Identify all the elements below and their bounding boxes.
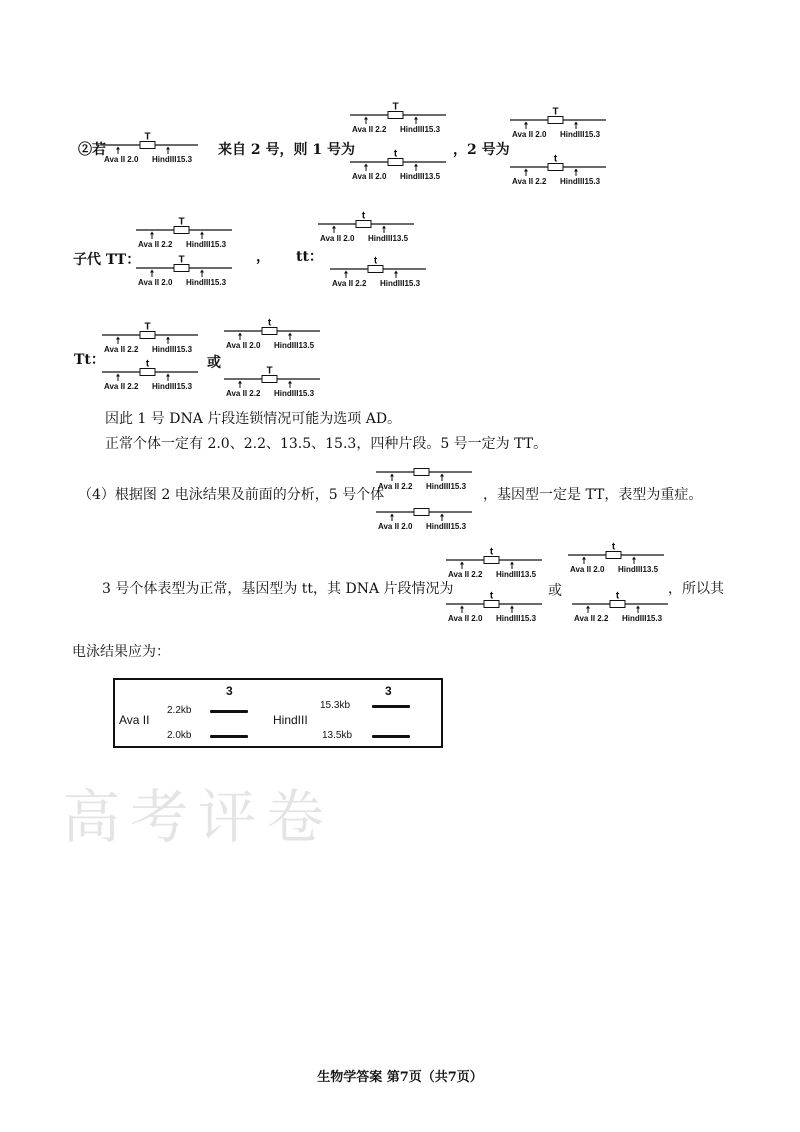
gene-box <box>484 557 499 564</box>
allele-label: T <box>178 216 185 228</box>
offspring-separator: ， <box>256 249 270 265</box>
arrow-head <box>390 514 394 517</box>
arrow-head <box>150 270 154 273</box>
hindIII-site-label: HindIII13.5 <box>618 565 659 574</box>
arrow-head <box>288 381 292 384</box>
gene-box <box>606 552 621 559</box>
hindIII-site-label: HindIII15.3 <box>380 279 421 288</box>
dna-fragment-diagram <box>100 133 200 167</box>
allele-label: t <box>361 210 366 222</box>
dna-fragment-diagram <box>316 212 416 246</box>
avaII-site-label: Ava II 2.0 <box>352 172 387 181</box>
gene-box <box>484 601 499 608</box>
electrophoresis-gel <box>113 678 443 748</box>
result-label: 电泳结果应为： <box>72 644 170 660</box>
Tt-label: Tt： <box>74 352 105 368</box>
dna-fragment-diagram <box>566 543 666 577</box>
part2-from-2: 来自 2 号，则 1 号为 <box>218 142 355 158</box>
avaII-site-label: Ava II 2.0 <box>512 130 547 139</box>
hindIII-site-label: HindIII15.3 <box>560 177 601 186</box>
gene-box <box>140 369 155 376</box>
allele-label: t <box>267 317 272 329</box>
avaII-site-label: Ava II 2.2 <box>138 240 173 249</box>
allele-label: t <box>393 148 398 160</box>
arrow-head <box>460 562 464 565</box>
dna-fragment-diagram <box>348 150 448 184</box>
gel-band <box>210 735 248 738</box>
allele-label: T <box>392 101 399 113</box>
arrow-head <box>288 333 292 336</box>
arrow-head <box>582 557 586 560</box>
watermark: 高考评卷 <box>62 783 335 851</box>
dna-fragment-diagram <box>374 500 474 534</box>
dna-fragment-diagram <box>444 592 544 626</box>
dna-fragment-diagram <box>444 548 544 582</box>
hindIII-site-label: HindIII15.3 <box>152 155 193 164</box>
arrow-head <box>116 147 120 150</box>
arrow-head <box>440 514 444 517</box>
gene-box <box>174 265 189 272</box>
allele-label: t <box>489 546 494 558</box>
arrow-head <box>238 381 242 384</box>
arrow-head <box>344 271 348 274</box>
avaII-site-label: Ava II 2.2 <box>574 614 609 623</box>
arrow-head <box>524 122 528 125</box>
gene-box <box>548 117 563 124</box>
dna-fragment-diagram <box>348 103 448 137</box>
hindIII-site-label: HindIII15.3 <box>274 389 315 398</box>
gene-box <box>388 112 403 119</box>
allele-label: T <box>178 254 185 266</box>
gene-box <box>414 509 429 516</box>
allele-label: t <box>553 153 558 165</box>
part4-suffix: ，基因型一定是 TT，表型为重症。 <box>483 487 703 503</box>
dna-fragment-diagram <box>100 360 200 394</box>
dna-fragment-diagram <box>222 319 322 353</box>
hindIII-site-label: HindIII13.5 <box>368 234 409 243</box>
gel-lane-label-hindIII: 3 <box>385 684 392 698</box>
individual3-prefix: 3 号个体表型为正常，基因型为 tt，其 DNA 片段情况为 <box>102 581 454 597</box>
arrow-head <box>394 271 398 274</box>
arrow-head <box>510 606 514 609</box>
arrow-head <box>200 270 204 273</box>
allele-label: T <box>144 131 151 143</box>
hindIII-site-label: HindIII15.3 <box>152 382 193 391</box>
gel-lane-label-avaII: 3 <box>226 684 233 698</box>
arrow-head <box>364 117 368 120</box>
gel-band <box>372 735 410 738</box>
gel-enzyme-hindIII: HindIII <box>273 713 308 727</box>
arrow-head <box>460 606 464 609</box>
individual3-or: 或 <box>548 583 562 599</box>
page-footer: 生物学答案 第7页（共7页） <box>317 1070 483 1085</box>
hindIII-site-label: HindIII15.3 <box>426 522 467 531</box>
avaII-site-label: Ava II 2.0 <box>378 522 413 531</box>
avaII-site-label: Ava II 2.2 <box>332 279 367 288</box>
gene-box <box>140 142 155 149</box>
dna-fragment-diagram <box>374 460 474 494</box>
gene-box <box>140 332 155 339</box>
allele-label: t <box>373 255 378 267</box>
gel-band-label: 13.5kb <box>322 730 353 741</box>
gene-box <box>610 601 625 608</box>
gene-box <box>356 221 371 228</box>
hindIII-site-label: HindIII13.5 <box>274 341 315 350</box>
part2-is-2: ，2 号为 <box>453 142 510 158</box>
dna-fragment-diagram <box>508 108 608 142</box>
individual3-suffix: ，所以其 <box>668 581 724 597</box>
dna-fragment-diagram <box>134 218 234 252</box>
avaII-site-label: Ava II 2.0 <box>104 155 139 164</box>
arrow-head <box>440 474 444 477</box>
hindIII-site-label: HindIII15.3 <box>152 345 193 354</box>
hindIII-site-label: HindIII15.3 <box>186 240 227 249</box>
allele-label: t <box>611 541 616 553</box>
gel-band <box>372 705 410 708</box>
gene-box <box>414 469 429 476</box>
arrow-head <box>166 374 170 377</box>
hindIII-site-label: HindIII13.5 <box>496 570 537 579</box>
arrow-head <box>364 164 368 167</box>
gene-box <box>174 227 189 234</box>
avaII-site-label: Ava II 2.0 <box>138 278 173 287</box>
gene-box <box>262 376 277 383</box>
hindIII-site-label: HindIII13.5 <box>400 172 441 181</box>
conclusion-line-2: 正常个体一定有 2.0、2.2、13.5、15.3，四种片段。5 号一定为 TT。 <box>105 436 548 452</box>
offspring-tt-label: tt： <box>296 249 323 265</box>
arrow-head <box>116 374 120 377</box>
hindIII-site-label: HindIII15.3 <box>426 482 467 491</box>
gel-enzyme-avaII: Ava II <box>119 713 150 727</box>
dna-fragment-diagram <box>100 323 200 357</box>
gel-band-label: 2.0kb <box>167 730 192 741</box>
avaII-site-label: Ava II 2.2 <box>226 389 261 398</box>
gel-band-label: 2.2kb <box>167 705 192 716</box>
arrow-head <box>632 557 636 560</box>
gel-band-label: 15.3kb <box>320 700 351 711</box>
gene-box <box>388 159 403 166</box>
dna-fragment-diagram <box>508 155 608 189</box>
avaII-site-label: Ava II 2.2 <box>352 125 387 134</box>
arrow-head <box>636 606 640 609</box>
arrow-head <box>166 337 170 340</box>
part4-prefix: （4）根据图 2 电泳结果及前面的分析，5 号个体 <box>78 487 385 503</box>
hindIII-site-label: HindIII15.3 <box>496 614 537 623</box>
hindIII-site-label: HindIII15.3 <box>560 130 601 139</box>
hindIII-site-label: HindIII15.3 <box>622 614 663 623</box>
allele-label: t <box>489 590 494 602</box>
Tt-or: 或 <box>207 355 221 371</box>
hindIII-site-label: HindIII15.3 <box>186 278 227 287</box>
allele-label: T <box>266 365 273 377</box>
gel-band <box>210 710 248 713</box>
avaII-site-label: Ava II 2.2 <box>512 177 547 186</box>
arrow-head <box>238 333 242 336</box>
arrow-head <box>414 117 418 120</box>
avaII-site-label: Ava II 2.2 <box>378 482 413 491</box>
avaII-site-label: Ava II 2.0 <box>570 565 605 574</box>
gene-box <box>262 328 277 335</box>
hindIII-site-label: HindIII15.3 <box>400 125 441 134</box>
dna-fragment-diagram <box>328 257 428 291</box>
arrow-head <box>150 232 154 235</box>
allele-label: t <box>145 358 150 370</box>
avaII-site-label: Ava II 2.2 <box>104 382 139 391</box>
dna-fragment-diagram <box>134 256 234 290</box>
arrow-head <box>574 122 578 125</box>
dna-fragment-diagram <box>570 592 670 626</box>
arrow-head <box>586 606 590 609</box>
arrow-head <box>574 169 578 172</box>
arrow-head <box>200 232 204 235</box>
part2-prefix: ②若 <box>78 142 106 158</box>
arrow-head <box>166 147 170 150</box>
arrow-head <box>524 169 528 172</box>
arrow-head <box>332 226 336 229</box>
allele-label: t <box>615 590 620 602</box>
arrow-head <box>390 474 394 477</box>
offspring-TT-label: 子代 TT： <box>73 252 141 268</box>
avaII-site-label: Ava II 2.2 <box>104 345 139 354</box>
gene-box <box>368 266 383 273</box>
avaII-site-label: Ava II 2.0 <box>448 614 483 623</box>
avaII-site-label: Ava II 2.0 <box>320 234 355 243</box>
avaII-site-label: Ava II 2.2 <box>448 570 483 579</box>
conclusion-line-1: 因此 1 号 DNA 片段连锁情况可能为选项 AD。 <box>105 411 402 427</box>
avaII-site-label: Ava II 2.0 <box>226 341 261 350</box>
allele-label: T <box>552 106 559 118</box>
arrow-head <box>116 337 120 340</box>
arrow-head <box>382 226 386 229</box>
arrow-head <box>510 562 514 565</box>
allele-label: T <box>144 321 151 333</box>
gene-box <box>548 164 563 171</box>
dna-fragment-diagram <box>222 367 322 401</box>
arrow-head <box>414 164 418 167</box>
